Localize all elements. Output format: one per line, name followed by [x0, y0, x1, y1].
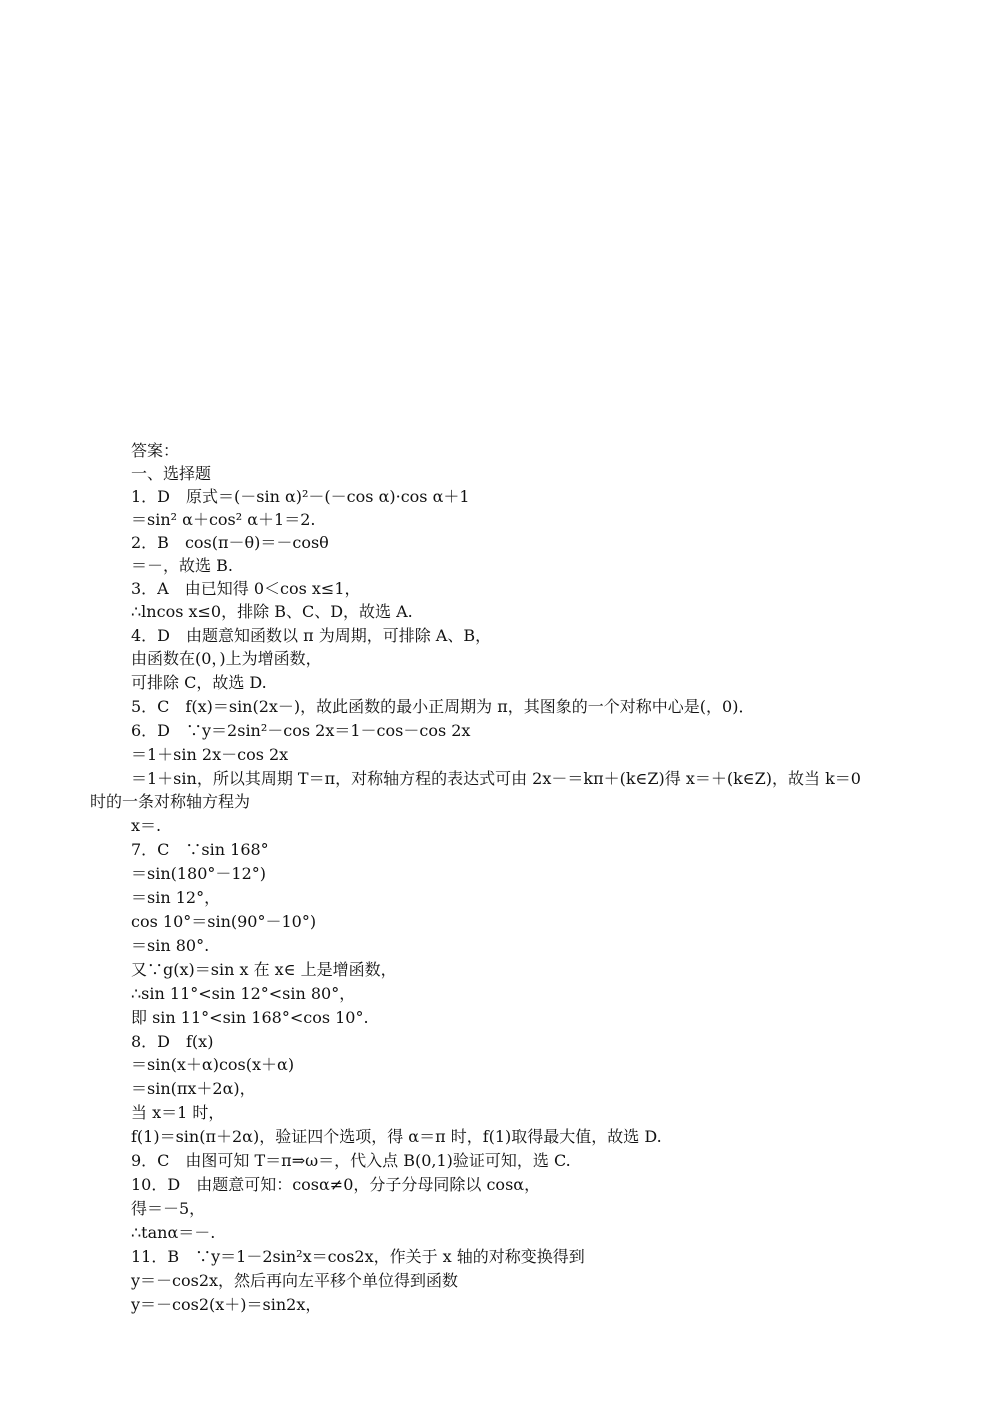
answer-line: ＝sin 12°， — [131, 888, 221, 907]
answer-line: x＝. — [131, 816, 162, 835]
answer-line: 即 sin 11°<sin 168°<cos 10°. — [131, 1008, 369, 1027]
answer-line: 当 x＝1 时， — [131, 1103, 225, 1122]
answer-line: 得＝－5， — [131, 1199, 206, 1218]
answer-line: ∴lncos x≤0，排除 B、C、D，故选 A. — [131, 602, 413, 621]
answer-line: 5．C f(x)＝sin(2x－)，故此函数的最小正周期为 π，其图象的一个对称中心是(，0)． — [131, 697, 755, 716]
answer-line: ＝1＋sin 2x－cos 2x — [131, 745, 289, 764]
answer-line: ＝1＋sin，所以其周期 T＝π，对称轴方程的表达式可由 2x－＝kπ＋(k∈Z)得 x＝＋(k∈Z)，故当 k＝0 — [131, 769, 861, 788]
answer-line: 由函数在(0，)上为增函数， — [131, 649, 322, 668]
answer-line: 11．B ∵y＝1－2sin²x＝cos2x，作关于 x 轴的对称变换得到 — [131, 1247, 585, 1266]
answer-line: ＝－，故选 B. — [131, 556, 233, 575]
answer-line: ∴sin 11°<sin 12°<sin 80°， — [131, 984, 356, 1003]
answer-line: cos 10°＝sin(90°－10°) — [131, 912, 317, 931]
answer-line: ＝sin(x＋α)cos(x＋α) — [131, 1055, 295, 1074]
answer-line: 又∵g(x)＝sin x 在 x∈ 上是增函数， — [131, 960, 397, 979]
answer-line: ＝sin(180°－12°) — [131, 864, 267, 883]
answer-line: 3．A 由已知得 0＜cos x≤1， — [131, 579, 361, 598]
answer-line: y＝－cos2x，然后再向左平移个单位得到函数 — [131, 1271, 459, 1290]
section-title: 一、选择题 — [131, 464, 212, 483]
answer-line: 2．B cos(π－θ)＝－cosθ — [131, 533, 329, 552]
answer-line: ＝sin² α＋cos² α＋1＝2. — [131, 510, 316, 529]
answer-line: 6．D ∵y＝2sin²－cos 2x＝1－cos－cos 2x — [131, 721, 471, 740]
answer-line: 9．C 由图可知 T＝π⇒ω＝，代入点 B(0,1)验证可知，选 C. — [131, 1151, 571, 1170]
answer-line: 7．C ∵sin 168° — [131, 840, 269, 859]
answer-line: 10．D 由题意可知：cosα≠0，分子分母同除以 cosα， — [131, 1175, 541, 1194]
answer-line: y＝－cos2(x＋)＝sin2x， — [131, 1295, 322, 1314]
answer-line: 时的一条对称轴方程为 — [90, 792, 251, 811]
answer-line: 可排除 C，故选 D. — [131, 673, 267, 692]
answer-line: 1．D 原式＝(－sin α)²－(－cos α)·cos α＋1 — [131, 487, 470, 506]
answer-line: f(1)＝sin(π＋2α)，验证四个选项，得 α＝π 时，f(1)取得最大值，故选 D. — [131, 1127, 662, 1146]
answer-line: 8．D f(x) — [131, 1032, 214, 1051]
answer-line: 4．D 由题意知函数以 π 为周期，可排除 A、B， — [131, 626, 492, 645]
answer-heading: 答案： — [131, 441, 180, 460]
answer-line: ＝sin(πx＋2α)， — [131, 1079, 256, 1098]
answer-line: ＝sin 80°. — [131, 936, 210, 955]
answer-line: ∴tanα＝－. — [131, 1223, 216, 1242]
